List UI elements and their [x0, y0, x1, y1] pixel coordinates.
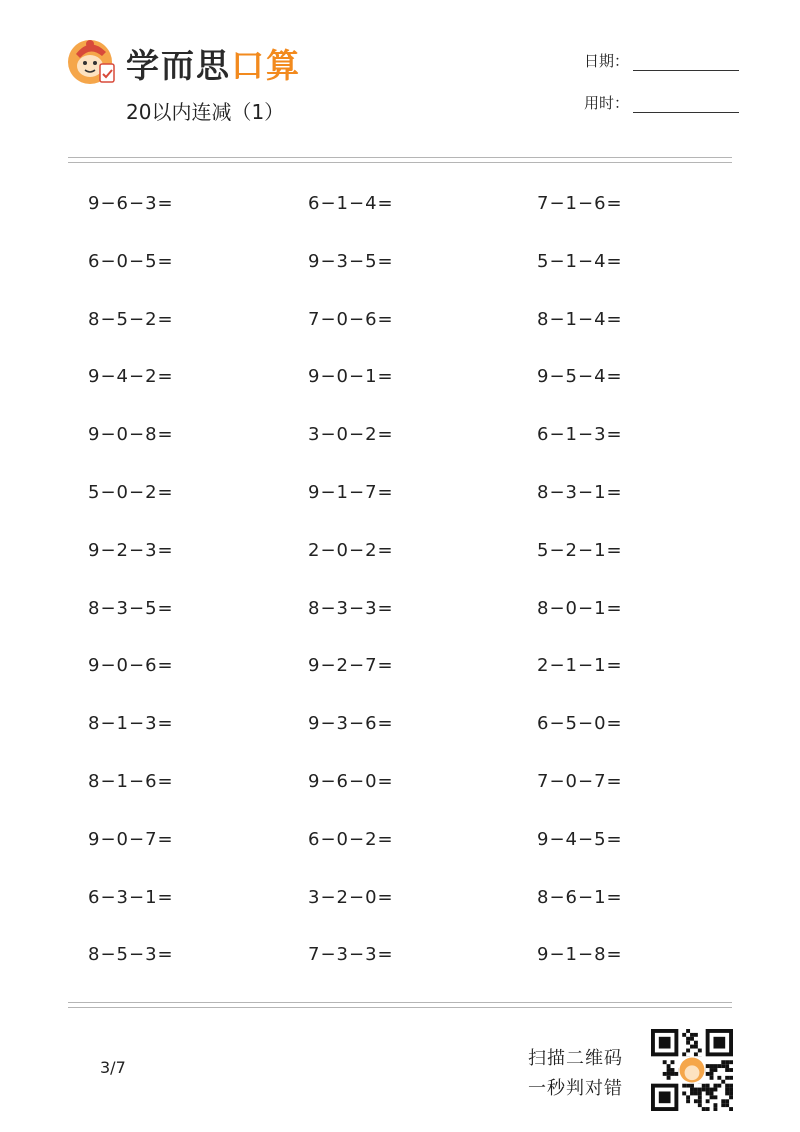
- problem-item: 9−4−2=: [88, 366, 174, 388]
- top-divider: [68, 157, 732, 163]
- time-field: [584, 92, 739, 113]
- problem-item: 6−1−4=: [308, 193, 394, 214]
- problem-item: 9−6−0=: [308, 770, 394, 792]
- problem-row: [88, 475, 728, 533]
- problem-item: 6−5−0=: [537, 713, 623, 735]
- problem-item: 3−2−0=: [308, 886, 394, 908]
- problem-row: [88, 591, 728, 649]
- problem-item: 2−1−1=: [537, 655, 623, 677]
- problem-item: 5−1−4=: [537, 250, 623, 272]
- problem-item: 8−3−3=: [308, 597, 394, 619]
- problem-item: 3−0−2=: [308, 424, 394, 446]
- problem-item: 7−0−6=: [308, 308, 394, 330]
- problem-item: 8−3−1=: [537, 481, 623, 503]
- problem-item: 9−3−6=: [308, 713, 394, 735]
- problem-item: 9−3−5=: [308, 250, 394, 272]
- problem-item: 6−0−2=: [308, 828, 394, 850]
- problem-item: 9−4−5=: [537, 828, 623, 850]
- problem-item: 8−0−1=: [537, 597, 623, 619]
- problem-item: 7−1−6=: [537, 193, 623, 214]
- date-blank-line: [633, 56, 739, 71]
- problem-item: 6−3−1=: [88, 886, 174, 908]
- problem-row: [88, 533, 728, 591]
- problem-item: 8−1−4=: [537, 308, 623, 330]
- page-number: 3/7: [100, 1058, 126, 1077]
- scan-instruction-line1: 扫描二维码: [528, 1048, 623, 1069]
- brand-title: 学而思口算: [126, 46, 301, 85]
- problem-item: 9−0−8=: [88, 424, 174, 446]
- problem-item: 7−0−7=: [537, 770, 623, 792]
- date-label: 日期：: [584, 52, 630, 70]
- problem-item: 9−5−4=: [537, 366, 623, 388]
- problem-item: 2−0−2=: [308, 539, 394, 561]
- problem-item: 7−3−3=: [308, 944, 394, 966]
- bottom-divider: [68, 1002, 732, 1008]
- problem-item: 9−6−3=: [88, 193, 174, 214]
- problem-item: 6−1−3=: [537, 424, 623, 446]
- problem-item: 9−0−1=: [308, 366, 394, 388]
- problem-item: 9−0−7=: [88, 828, 174, 850]
- problem-item: 9−1−7=: [308, 481, 394, 503]
- qr-code-icon[interactable]: [651, 1029, 733, 1111]
- problem-item: 9−2−7=: [308, 655, 394, 677]
- problem-item: 8−5−2=: [88, 308, 174, 330]
- problem-row: [88, 880, 728, 938]
- time-label: 用时：: [584, 94, 630, 112]
- monkey-mascot-icon: [66, 34, 118, 86]
- problem-item: 8−6−1=: [537, 886, 623, 908]
- problem-row: [88, 648, 728, 706]
- problem-row: [88, 937, 728, 995]
- problem-row: [88, 244, 728, 302]
- problem-grid: [88, 186, 728, 995]
- problem-row: [88, 764, 728, 822]
- problem-item: 8−3−5=: [88, 597, 174, 619]
- problem-row: [88, 302, 728, 360]
- date-field: [584, 50, 739, 71]
- worksheet-title: 20以内连减（1）: [126, 100, 285, 124]
- time-blank-line: [633, 98, 739, 113]
- problem-row: [88, 359, 728, 417]
- problem-item: 8−5−3=: [88, 944, 174, 966]
- problem-row: [88, 417, 728, 475]
- problem-item: 9−1−8=: [537, 944, 623, 966]
- problem-item: 5−2−1=: [537, 539, 623, 561]
- problem-item: 6−0−5=: [88, 250, 174, 272]
- problem-item: 8−1−6=: [88, 770, 174, 792]
- scan-instruction-line2: 一秒判对错: [528, 1078, 623, 1099]
- problem-item: 5−0−2=: [88, 481, 174, 503]
- problem-row: [88, 706, 728, 764]
- problem-item: 8−1−3=: [88, 713, 174, 735]
- problem-row: [88, 822, 728, 880]
- problem-item: 9−0−6=: [88, 655, 174, 677]
- problem-item: 9−2−3=: [88, 539, 174, 561]
- page-header: [0, 0, 800, 160]
- problem-row: [88, 186, 728, 244]
